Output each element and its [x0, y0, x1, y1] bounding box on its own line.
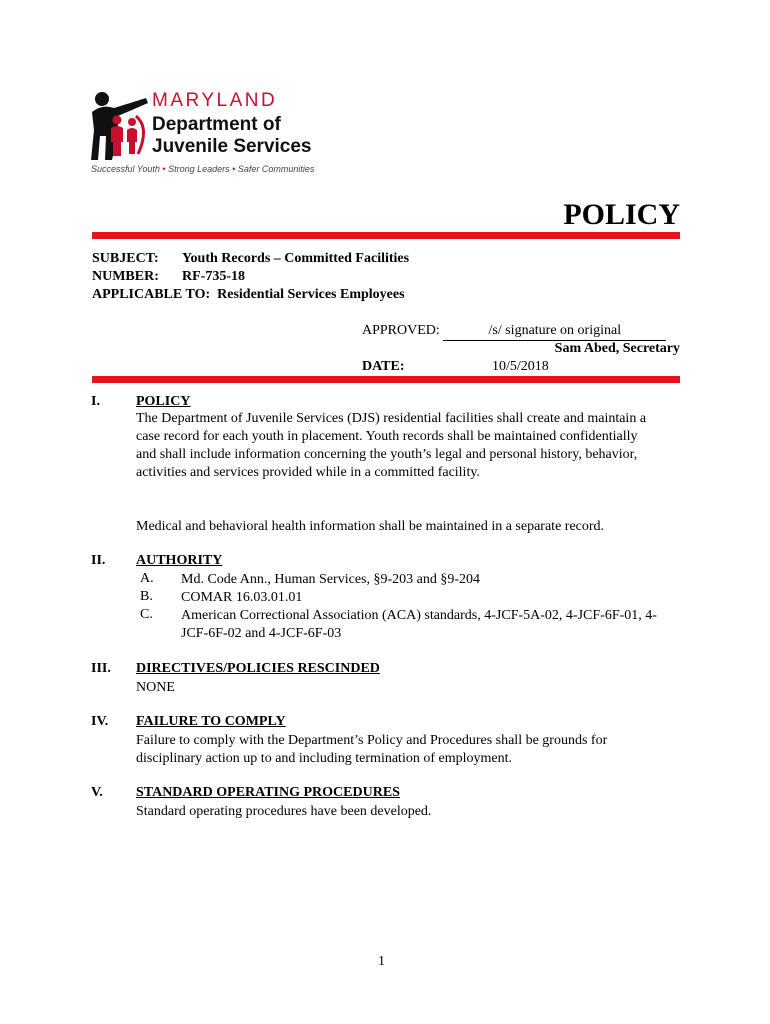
document-heading: POLICY: [563, 198, 680, 231]
subject-line: [92, 250, 409, 268]
subject-value: Youth Records – Committed Facilities: [182, 251, 410, 266]
applicable-label: APPLICABLE TO:: [92, 287, 211, 302]
authority-item-b: COMAR 16.03.01.01: [181, 590, 303, 605]
date-label: DATE:: [362, 359, 405, 374]
date-field: [408, 358, 672, 377]
section-3-number: III.: [91, 661, 111, 676]
tagline-separator: •: [232, 164, 236, 174]
date-value: 10/5/2018: [492, 359, 549, 374]
approved-label: APPROVED:: [362, 323, 440, 338]
signer-name: Sam Abed, Secretary: [554, 341, 680, 356]
tagline-part-3: Safer Communities: [237, 164, 315, 174]
logo-tagline: [91, 164, 314, 174]
section-4-number: IV.: [91, 714, 109, 729]
section-1-number: I.: [91, 394, 100, 409]
section-3-title: DIRECTIVES/POLICIES RESCINDED: [136, 661, 380, 676]
authority-item-c-letter: C.: [140, 607, 153, 622]
section-1-paragraph-1: The Department of Juvenile Services (DJS) residential facilities shall create and maintain a case record for each youth in placement. Youth records shall be maintained confidentially and shall include information concerning the youth’s legal and personal history, behavior, activities and services provided while in a committed facility.: [136, 411, 647, 480]
authority-item-c: American Correctional Association (ACA) standards, 4-JCF-5A-02, 4-JCF-6F-01, 4-JCF-6F-02 and 4-JCF-6F-03: [181, 608, 657, 641]
bottom-divider: [92, 376, 680, 383]
applicable-line: [92, 286, 405, 304]
section-5-number: V.: [91, 785, 103, 800]
agency-logo: [88, 90, 318, 182]
number-line: [92, 268, 245, 286]
top-divider: [92, 232, 680, 239]
date-line: [362, 358, 672, 377]
section-1-title: POLICY: [136, 394, 191, 409]
authority-item-b-letter: B.: [140, 589, 153, 604]
section-1-paragraph-2: Medical and behavioral health information shall be maintained in a separate record.: [136, 519, 605, 534]
section-4-text: Failure to comply with the Department’s Policy and Procedures shall be grounds for disciplinary action up to and including termination of employment.: [136, 733, 608, 766]
section-5-title: STANDARD OPERATING PROCEDURES: [136, 785, 400, 800]
subject-label: SUBJECT:: [92, 251, 159, 266]
page-number: 1: [378, 954, 385, 969]
tagline-separator: •: [162, 164, 166, 174]
tagline-part-1: Successful Youth: [91, 164, 160, 174]
section-4-title: FAILURE TO COMPLY: [136, 714, 286, 729]
approved-value: /s/ signature on original: [443, 322, 666, 341]
logo-dept-line2: Juvenile Services: [152, 136, 312, 157]
section-2-title: AUTHORITY: [136, 553, 223, 568]
number-label: NUMBER:: [92, 269, 159, 284]
applicable-value: Residential Services Employees: [217, 287, 405, 302]
logo-dept-line1: Department of: [152, 114, 281, 135]
tagline-part-2: Strong Leaders: [168, 164, 230, 174]
number-value: RF-735-18: [182, 269, 245, 284]
section-5-text: Standard operating procedures have been developed.: [136, 804, 432, 819]
section-2-number: II.: [91, 553, 106, 568]
section-3-text: NONE: [136, 680, 175, 695]
authority-item-a: Md. Code Ann., Human Services, §9-203 and §9-204: [181, 572, 481, 587]
logo-state-name: MARYLAND: [152, 90, 278, 111]
approved-line: [362, 322, 666, 341]
authority-item-a-letter: A.: [140, 571, 154, 586]
logo-figures-icon: [88, 90, 154, 162]
